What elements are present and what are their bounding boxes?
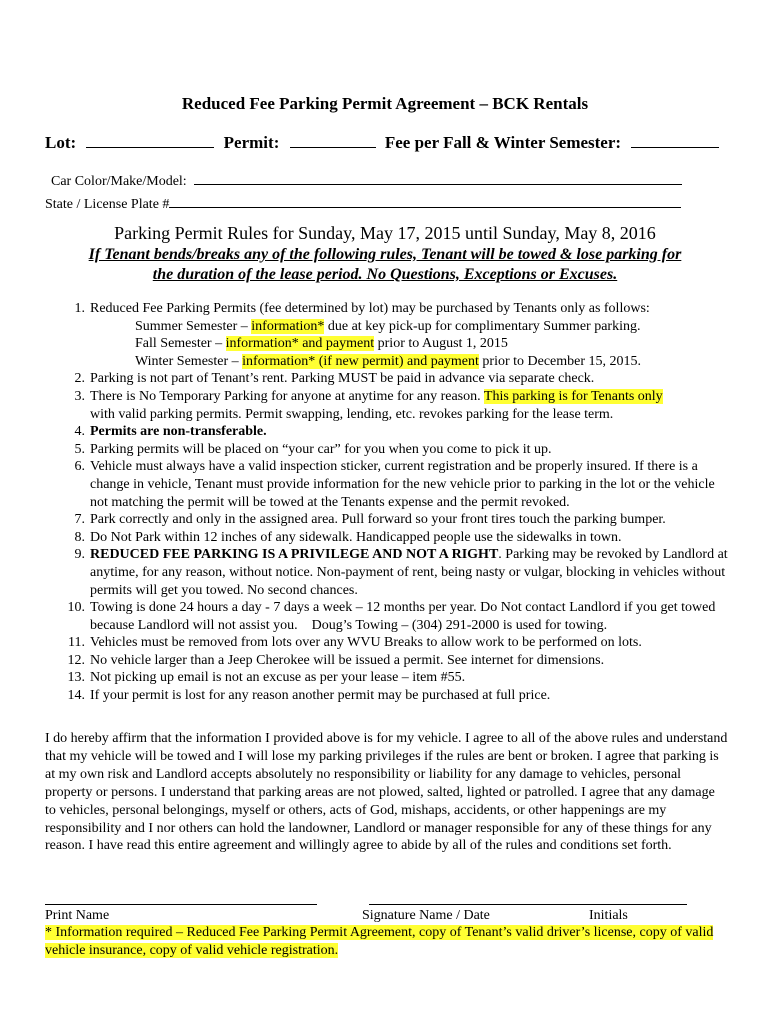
rules-list <box>45 300 735 705</box>
rule-text: There is No Temporary Parking for anyone at anytime for any reason. <box>90 388 484 404</box>
rule-item <box>45 546 735 599</box>
initials-label: Initials <box>589 908 628 923</box>
rule-number: 6. <box>74 459 85 475</box>
lot-label: Lot: <box>45 133 77 152</box>
rule-item <box>45 529 735 547</box>
footnote <box>45 924 735 960</box>
rule-text: Not picking up email is not an excuse as per your lease – item #55. <box>90 670 466 686</box>
rule-subitem-summer <box>45 318 735 336</box>
rule-subitem-fall <box>45 335 735 353</box>
car-model-blank[interactable] <box>194 183 682 185</box>
rule-item <box>45 388 735 423</box>
print-name-label: Print Name <box>45 908 110 923</box>
warning-line-2: the duration of the lease period. No Questions, Exceptions or Excuses. <box>152 266 618 283</box>
rule-text: Parking permits will be placed on “your car” for you when you come to pick it up. <box>90 441 552 457</box>
rule-text: Permits are non-transferable. <box>90 424 267 440</box>
rule-number: 4. <box>74 424 85 440</box>
signature-line[interactable] <box>369 903 687 905</box>
signature-date-label: Signature Name / Date <box>362 908 490 923</box>
rule-number: 5. <box>74 441 85 457</box>
permit-label: Permit: <box>223 133 280 152</box>
rule-text: Towing is done 24 hours a day - 7 days a week – 12 months per year. Do Not contact Landlord if you get towed because Landlord will not assist you. Doug’s Towing – (304) 291-2000 is used for towing. <box>90 600 719 633</box>
fall-text: prior to August 1, 2015 <box>374 336 508 352</box>
license-plate-line <box>45 197 681 213</box>
warning-line-1: If Tenant bends/breaks any of the following rules, Tenant will be towed & lose parking for <box>88 246 682 263</box>
rule-number: 11. <box>68 635 85 651</box>
rule-number: 1. <box>74 301 85 316</box>
fee-label: Fee per Fall & Winter Semester: <box>384 133 622 152</box>
rule-subitem-winter <box>45 353 735 371</box>
rule-item <box>45 370 735 388</box>
rule-highlight: This parking is for Tenants only <box>483 388 663 404</box>
rule-number: 3. <box>74 388 85 404</box>
footnote-highlight: * Information required – Reduced Fee Parking Permit Agreement, copy of Tenant’s valid driver’s license, copy of valid vehicle insurance, copy of valid vehicle registration. <box>45 925 714 958</box>
print-name-line[interactable] <box>45 903 317 905</box>
rule-number: 10. <box>67 600 85 616</box>
lot-blank[interactable] <box>86 146 214 148</box>
rule-item <box>45 599 735 634</box>
rule-text: Do Not Park within 12 inches of any sidewalk. Handicapped people use the sidewalks in town. <box>90 529 622 545</box>
rule-number: 14. <box>67 688 85 704</box>
rule-text: No vehicle larger than a Jeep Cherokee will be issued a permit. See internet for dimensions. <box>90 652 605 668</box>
rule-number: 12. <box>67 652 85 668</box>
rule-text: If your permit is lost for any reason another permit may be purchased at full price. <box>90 688 551 704</box>
rule-text-cont: with valid parking permits. Permit swapping, lending, etc. revokes parking for the lease term. <box>90 406 614 422</box>
affirmation-paragraph: I do hereby affirm that the information I provided above is for my vehicle. I agree to all of the above rules and understand that my vehicle will be towed and I will lose my parking privileges if the rules are bent or broken. I agree that parking is at my own risk and Landlord accepts absolutely no responsibility or liability for any damage to vehicles, personal property or persons. I understand that parking areas are not plowed, salted, lighted or patrolled. I agree that any damage to vehicles, personal belongings, myself or others, acts of God, mishaps, accidents, or other happenings are my responsibility and I nor others can hold the landowner, Landlord or manager responsible for any of these things for any reason. I have read this entire agreement and willingly agree to abide by all of the rules and conditions set forth. <box>45 731 728 854</box>
rule-bold-text: REDUCED FEE PARKING IS A PRIVILEGE AND NOT A RIGHT <box>90 547 499 563</box>
rule-number: 13. <box>67 670 85 686</box>
rule-item <box>45 669 735 687</box>
car-model-line <box>51 174 682 190</box>
license-plate-blank[interactable] <box>169 206 681 208</box>
rule-item <box>45 634 735 652</box>
document-title: Reduced Fee Parking Permit Agreement – BCK Rentals <box>181 94 589 113</box>
winter-label: Winter Semester – <box>135 353 243 369</box>
license-plate-label: State / License Plate # <box>45 197 170 212</box>
warning-text <box>40 245 730 285</box>
rule-text: Park correctly and only in the assigned area. Pull forward so your front tires touch the parking bumper. <box>90 512 666 528</box>
rule-number: 2. <box>74 371 85 387</box>
permit-fields-line <box>45 133 725 153</box>
fall-highlight: information* and payment <box>225 336 375 352</box>
winter-text: prior to December 15, 2015. <box>478 353 642 369</box>
rule-text: Vehicles must be removed from lots over any WVU Breaks to allow work to be performed on lots. <box>90 635 642 651</box>
rules-heading: Parking Permit Rules for Sunday, May 17, 2015 until Sunday, May 8, 2016 <box>114 223 656 243</box>
rule-number: 9. <box>74 547 85 563</box>
car-model-label: Car Color/Make/Model: <box>51 174 187 189</box>
winter-highlight: information* (if new permit) and payment <box>242 353 479 369</box>
fall-label: Fall Semester – <box>135 336 226 352</box>
rule-item <box>45 652 735 670</box>
summer-text: due at key pick-up for complimentary Summer parking. <box>324 318 641 334</box>
summer-label: Summer Semester – <box>135 318 252 334</box>
permit-blank[interactable] <box>290 146 376 148</box>
summer-highlight: information* <box>251 318 325 334</box>
rule-item <box>45 441 735 459</box>
rule-item <box>45 423 735 441</box>
fee-blank[interactable] <box>631 146 719 148</box>
rule-text: . Parking may be revoked by Landlord at anytime, for any reason, without notice. Non-payment of rent, being nasty or vulgar, blocking in vehicles without permits will get you towed. No second chances. <box>90 547 728 598</box>
rule-number: 8. <box>74 529 85 545</box>
rule-item <box>45 300 735 318</box>
rule-item <box>45 511 735 529</box>
rule-text: Reduced Fee Parking Permits (fee determined by lot) may be purchased by Tenants only as follows: <box>90 301 650 316</box>
rule-text: Vehicle must always have a valid inspection sticker, current registration and be properly insured. If there is a change in vehicle, Tenant must provide information for the new vehicle prior to parking in the lot or the vehicle not matching the permit will be towed at the Tenants expense and the permit revoked. <box>90 459 715 510</box>
rule-number: 7. <box>74 512 85 528</box>
rule-text: Parking is not part of Tenant’s rent. Parking MUST be paid in advance via separate check. <box>90 371 595 387</box>
rule-item <box>45 458 735 511</box>
rule-item <box>45 687 735 705</box>
